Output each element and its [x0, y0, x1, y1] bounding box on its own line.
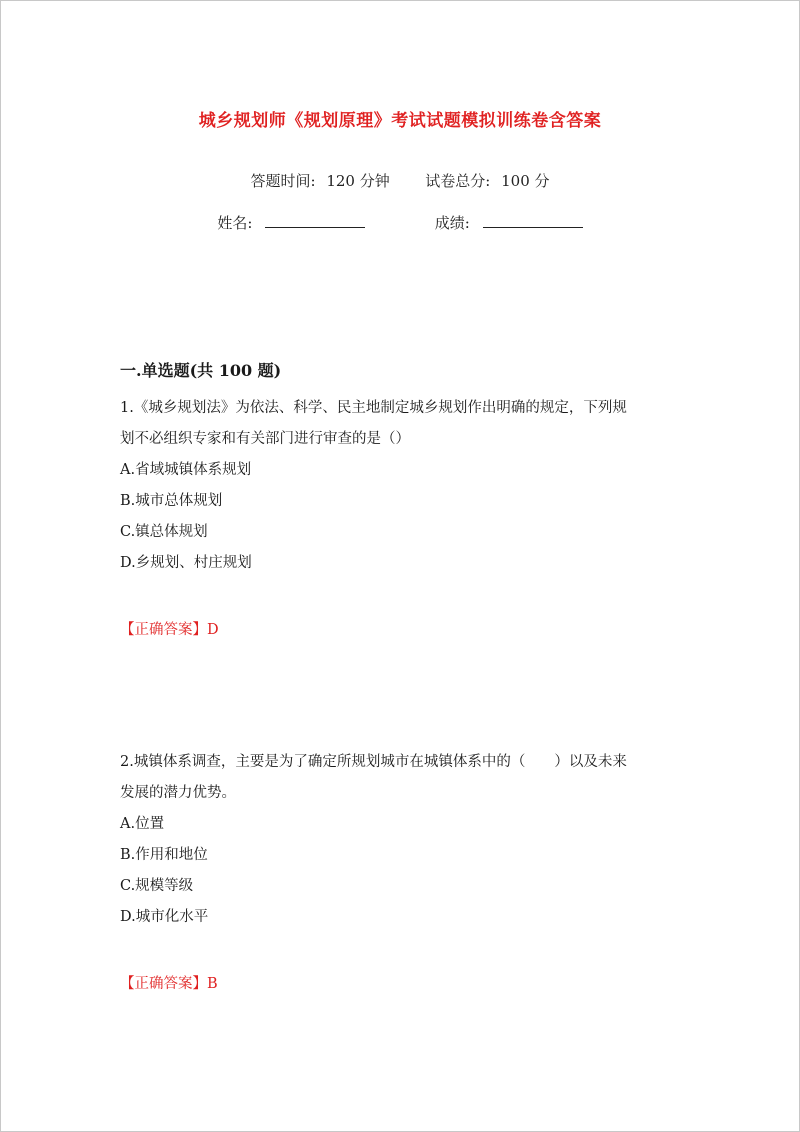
score-label: 试卷总分: [425, 172, 491, 190]
name-label: 姓名: [217, 214, 253, 232]
name-blank [265, 213, 365, 228]
question-2-answer: 【正确答案】B [120, 976, 218, 992]
question-1-line-1: 1.《城乡规划法》为依法、科学、民主地制定城乡规划作出明确的规定，下列规 [120, 400, 627, 416]
question-1-answer: 【正确答案】D [120, 622, 219, 638]
question-1-option-d: D.乡规划、村庄规划 [120, 555, 252, 571]
candidate-info-line [0, 212, 800, 233]
section-heading: 一.单选题(共 100 题) [120, 361, 282, 380]
exam-info-line [0, 170, 800, 191]
question-1 [120, 393, 680, 579]
question-2-line-1: 2.城镇体系调查，主要是为了确定所规划城市在城镇体系中的（ ）以及未来 [120, 754, 627, 770]
question-2-option-d: D.城市化水平 [120, 909, 209, 925]
question-1-option-c: C.镇总体规划 [120, 524, 208, 540]
time-value: 120 分钟 [326, 172, 390, 190]
result-blank [483, 213, 583, 228]
question-2-option-c: C.规模等级 [120, 878, 194, 894]
document-title: 城乡规划师《规划原理》考试试题模拟训练卷含答案 [198, 111, 602, 131]
question-2-option-b: B.作用和地位 [120, 847, 208, 863]
question-2-line-2: 发展的潜力优势。 [120, 785, 236, 801]
question-1-option-b: B.城市总体规划 [120, 493, 223, 509]
question-2 [120, 747, 680, 933]
time-label: 答题时间: [250, 172, 316, 190]
question-1-line-2: 划不必组织专家和有关部门进行审查的是（） [120, 431, 410, 447]
question-2-option-a: A.位置 [120, 816, 165, 832]
result-label: 成绩: [434, 214, 470, 232]
score-value: 100 分 [501, 172, 550, 190]
question-1-option-a: A.省域城镇体系规划 [120, 462, 252, 478]
